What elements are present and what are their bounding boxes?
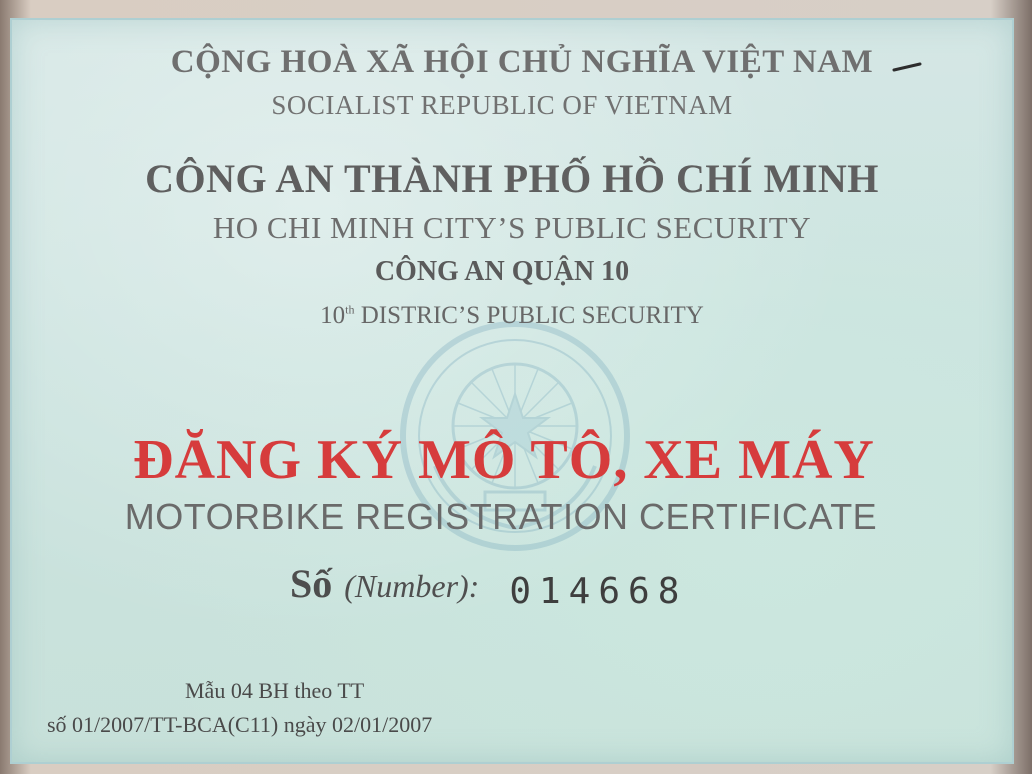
country-name-vi: CỘNG HOÀ XÃ HỘI CHỦ NGHĨA VIỆT NAM [170,44,874,80]
registration-number: 014668 [509,571,688,612]
country-name-en: SOCIALIST REPUBLIC OF VIETNAM [271,90,733,120]
number-label-en: (Number): [344,568,480,604]
district-name-en [12,302,1012,330]
form-reference-line-2: số 01/2007/TT-BCA(C11) ngày 02/01/2007 [47,712,433,737]
district-number: 10 [320,302,346,329]
pen-mark-decoration [892,60,932,120]
document-title-vi: ĐĂNG KÝ MÔ TÔ, XE MÁY [133,429,875,491]
district-name-en-rest: DISTRIC’S PUBLIC SECURITY [354,302,704,329]
authority-name-vi: CÔNG AN THÀNH PHỐ HỒ CHÍ MINH [145,156,879,201]
number-label: Số [290,561,333,606]
document-title-en: MOTORBIKE REGISTRATION CERTIFICATE [124,496,878,537]
form-reference-line-1: Mẫu 04 BH theo TT [185,678,365,703]
district-name-vi: CÔNG AN QUẬN 10 [374,256,630,287]
district-ordinal: th [345,302,355,317]
registration-card [10,18,1014,764]
registration-number-row [290,560,688,612]
authority-name-en: HO CHI MINH CITY’S PUBLIC SECURITY [212,210,812,245]
